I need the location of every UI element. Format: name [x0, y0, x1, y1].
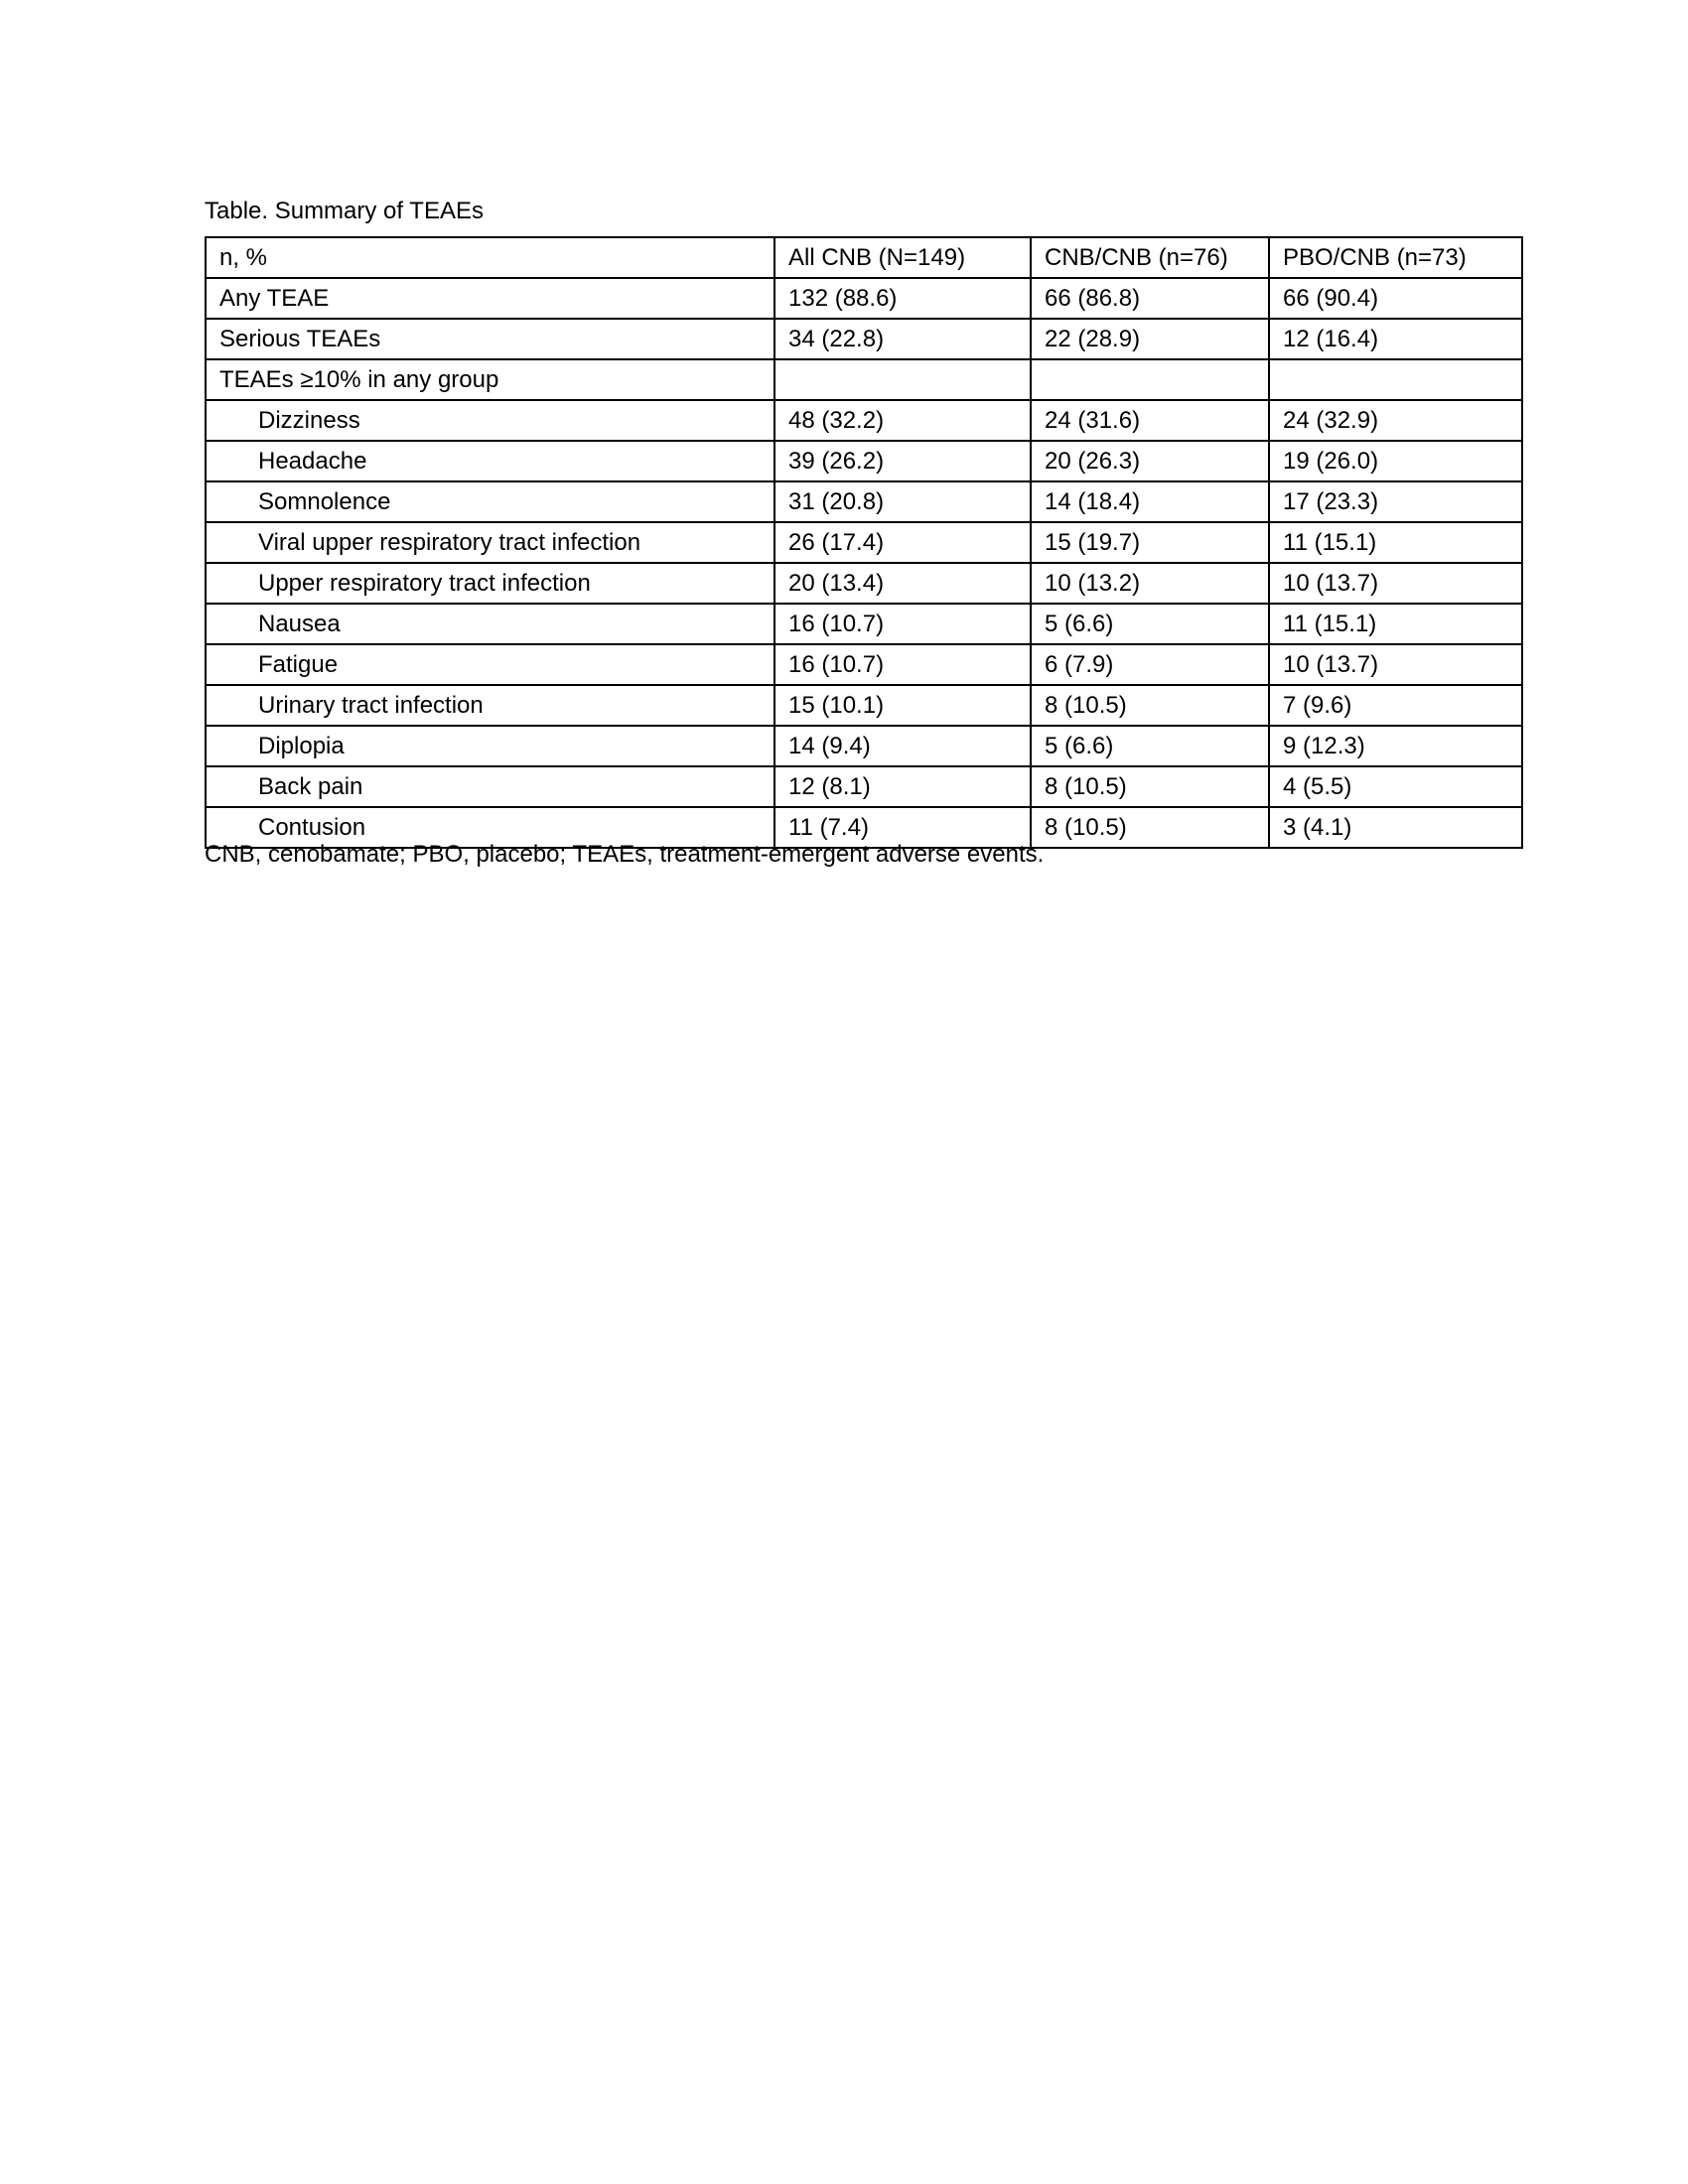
row-value: 11 (15.1) — [1269, 604, 1522, 644]
row-value: 12 (8.1) — [774, 766, 1031, 807]
row-value: 20 (26.3) — [1031, 441, 1269, 481]
row-value: 19 (26.0) — [1269, 441, 1522, 481]
header-cell: CNB/CNB (n=76) — [1031, 237, 1269, 278]
row-value: 10 (13.7) — [1269, 644, 1522, 685]
row-value: 12 (16.4) — [1269, 319, 1522, 359]
row-value: 5 (6.6) — [1031, 604, 1269, 644]
row-value: 5 (6.6) — [1031, 726, 1269, 766]
table-row — [206, 766, 1522, 807]
row-value: 22 (28.9) — [1031, 319, 1269, 359]
table-body — [206, 278, 1522, 848]
row-label: Headache — [206, 441, 774, 481]
row-value: 14 (18.4) — [1031, 481, 1269, 522]
row-value: 16 (10.7) — [774, 644, 1031, 685]
table-row — [206, 319, 1522, 359]
row-value: 24 (31.6) — [1031, 400, 1269, 441]
row-value: 16 (10.7) — [774, 604, 1031, 644]
row-value: 11 (15.1) — [1269, 522, 1522, 563]
row-value: 26 (17.4) — [774, 522, 1031, 563]
header-row — [206, 237, 1522, 278]
row-value: 34 (22.8) — [774, 319, 1031, 359]
table-row — [206, 400, 1522, 441]
row-label: Any TEAE — [206, 278, 774, 319]
row-value: 8 (10.5) — [1031, 766, 1269, 807]
row-value: 8 (10.5) — [1031, 685, 1269, 726]
table-row — [206, 726, 1522, 766]
row-value: 132 (88.6) — [774, 278, 1031, 319]
table-row — [206, 644, 1522, 685]
teae-table — [205, 236, 1523, 849]
table-row — [206, 481, 1522, 522]
row-value: 11 (7.4) — [774, 807, 1031, 848]
row-value: 15 (10.1) — [774, 685, 1031, 726]
row-value: 66 (90.4) — [1269, 278, 1522, 319]
row-value: 4 (5.5) — [1269, 766, 1522, 807]
row-label: Somnolence — [206, 481, 774, 522]
row-label: Dizziness — [206, 400, 774, 441]
row-value — [774, 359, 1031, 400]
table-row — [206, 563, 1522, 604]
row-value: 10 (13.7) — [1269, 563, 1522, 604]
row-label: Upper respiratory tract infection — [206, 563, 774, 604]
row-label: TEAEs ≥10% in any group — [206, 359, 774, 400]
row-label: Back pain — [206, 766, 774, 807]
row-label: Nausea — [206, 604, 774, 644]
row-value: 9 (12.3) — [1269, 726, 1522, 766]
table-row — [206, 522, 1522, 563]
row-value: 6 (7.9) — [1031, 644, 1269, 685]
table-footnote: CNB, cenobamate; PBO, placebo; TEAEs, treatment-emergent adverse events. — [205, 841, 1045, 868]
row-value: 20 (13.4) — [774, 563, 1031, 604]
row-value: 15 (19.7) — [1031, 522, 1269, 563]
row-value: 48 (32.2) — [774, 400, 1031, 441]
table-row — [206, 278, 1522, 319]
row-value: 10 (13.2) — [1031, 563, 1269, 604]
row-label: Fatigue — [206, 644, 774, 685]
row-value: 14 (9.4) — [774, 726, 1031, 766]
row-value: 7 (9.6) — [1269, 685, 1522, 726]
table-title: Table. Summary of TEAEs — [205, 198, 484, 224]
row-label: Serious TEAEs — [206, 319, 774, 359]
header-cell: PBO/CNB (n=73) — [1269, 237, 1522, 278]
row-label: Viral upper respiratory tract infection — [206, 522, 774, 563]
row-value: 3 (4.1) — [1269, 807, 1522, 848]
table-row — [206, 685, 1522, 726]
row-value: 66 (86.8) — [1031, 278, 1269, 319]
header-cell: n, % — [206, 237, 774, 278]
table-row — [206, 604, 1522, 644]
row-value: 39 (26.2) — [774, 441, 1031, 481]
row-label: Diplopia — [206, 726, 774, 766]
row-value — [1269, 359, 1522, 400]
row-value: 24 (32.9) — [1269, 400, 1522, 441]
row-label: Urinary tract infection — [206, 685, 774, 726]
header-cell: All CNB (N=149) — [774, 237, 1031, 278]
table-row — [206, 359, 1522, 400]
row-value: 8 (10.5) — [1031, 807, 1269, 848]
row-value — [1031, 359, 1269, 400]
row-label: Contusion — [206, 807, 774, 848]
row-value: 17 (23.3) — [1269, 481, 1522, 522]
row-value: 31 (20.8) — [774, 481, 1031, 522]
table-row — [206, 441, 1522, 481]
